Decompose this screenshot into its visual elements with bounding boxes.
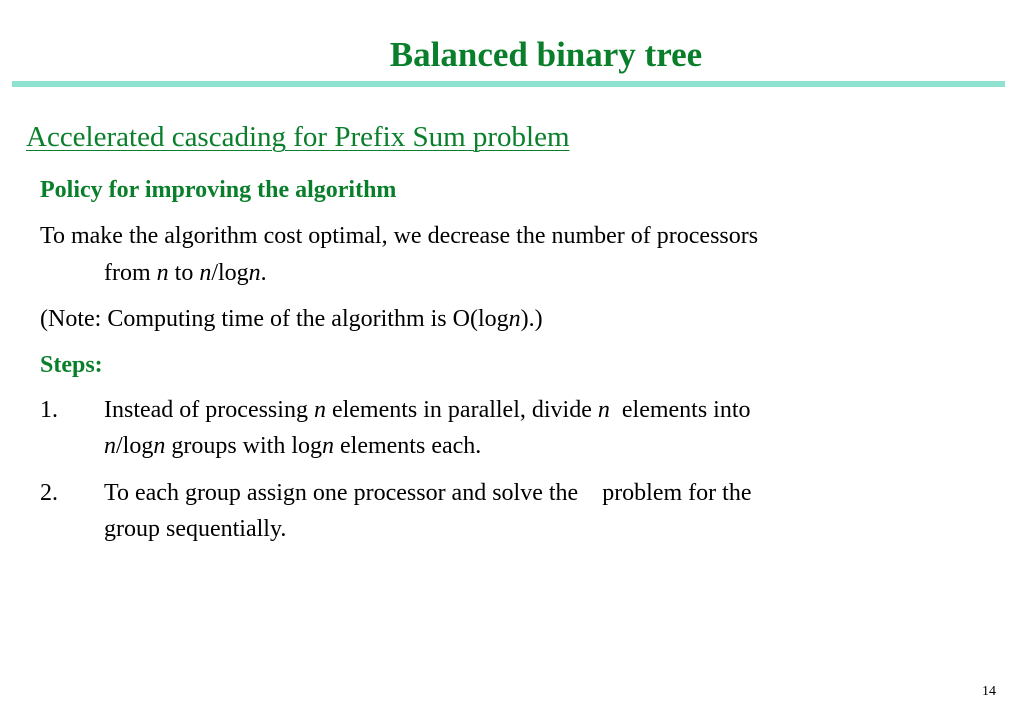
text: groups with log [165,433,323,459]
policy-heading: Policy for improving the algorithm [40,177,397,203]
text: Instead of processing [104,397,314,423]
text: ).) [520,306,543,332]
title-divider [12,81,1005,87]
italic-n: n [508,306,521,332]
text: elements in parallel, divide [325,397,598,423]
italic-n: n [199,260,212,286]
text: elements into [609,397,751,423]
step-1-number: 1. [40,397,58,423]
paragraph-cost-optimal-line1: To make the algorithm cost optimal, we decrease the number of processors [40,223,759,249]
step-2-number: 2. [40,480,58,506]
italic-n: n [248,260,261,286]
note-line [40,305,543,334]
italic-n: n [104,433,116,459]
text: to [168,260,200,286]
text: /log [211,260,249,286]
page-number: 14 [982,684,996,699]
italic-n: n [156,260,169,286]
text: from [104,260,157,286]
step-2-line1: To each group assign one processor and solve the problem for the [104,480,752,506]
step-2-line2: group sequentially. [104,516,287,542]
text: . [260,260,267,286]
step-1-line2 [104,432,481,461]
italic-n: n [153,433,166,459]
text: elements each. [334,433,482,459]
step-1-line1 [104,396,751,425]
italic-n: n [597,397,610,423]
slide-title: Balanced binary tree [389,35,703,74]
text: (Note: Computing time of the algorithm is O(log [40,306,509,332]
section-heading: Accelerated cascading for Prefix Sum problem [26,121,570,153]
text: /log [116,433,154,459]
italic-n: n [313,397,326,423]
paragraph-cost-optimal-line2 [104,259,267,288]
steps-heading: Steps: [40,352,103,378]
italic-n: n [322,433,335,459]
